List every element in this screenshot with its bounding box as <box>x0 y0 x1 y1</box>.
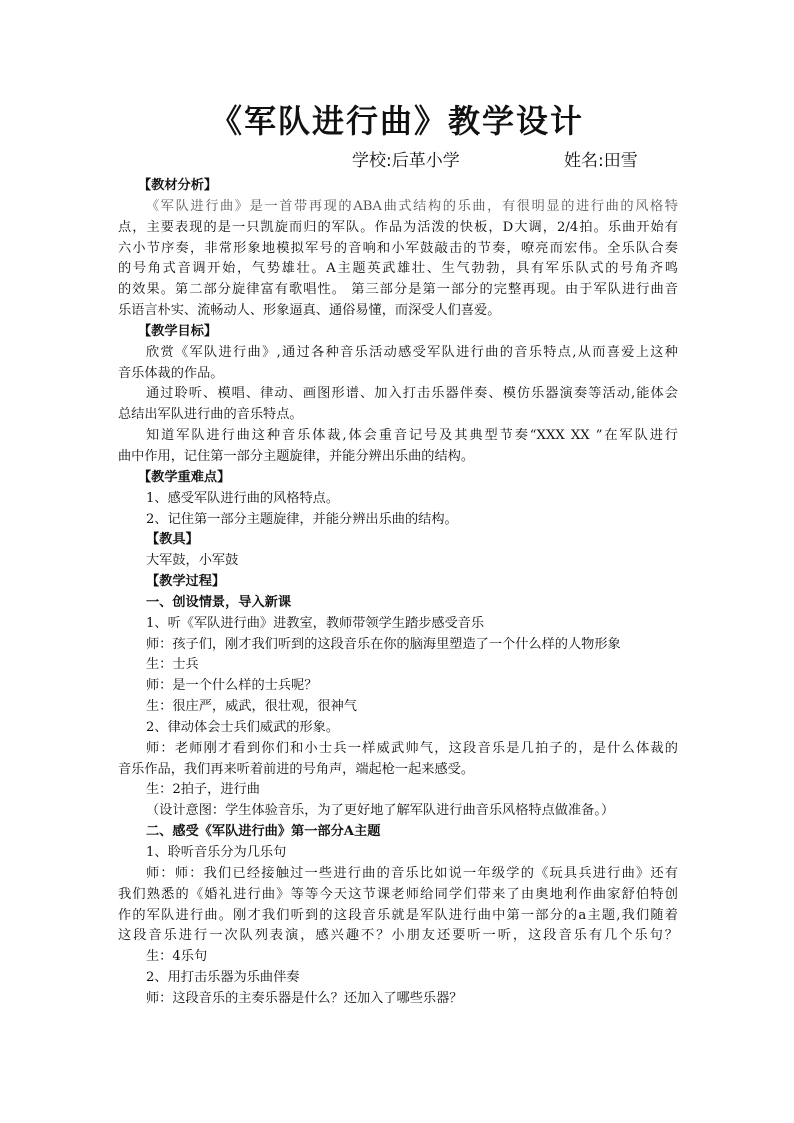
paragraph-line: 音乐体裁的作品。 <box>118 365 224 381</box>
paragraph-line: 1、听《军队进行曲》进教室，教师带领学生踏步感受音乐 <box>146 615 485 631</box>
dialogue-line: 我们熟悉的《婚礼进行曲》等等今天这节课老师给同学们带来了由奥地利作曲家舒伯特创 <box>118 886 678 902</box>
list-item: 2、记住第一部分主题旋律，并能分辨出乐曲的结构。 <box>146 511 458 527</box>
dialogue-line: 生：很庄严，威武，很壮观，很神气 <box>146 699 357 715</box>
paragraph-line: 2、律动体会士兵们威武的形象。 <box>146 719 340 735</box>
dialogue-line: 生：2拍子，进行曲 <box>146 782 260 798</box>
paragraph-line: 2、用打击乐器为乐曲伴奏 <box>146 970 300 986</box>
subsection-heading: 二、感受《军队进行曲》第一部分A主题 <box>146 824 381 840</box>
dialogue-line: 作的军队进行曲。刚才我们听到的这段音乐就是军队进行曲中第一部分的a主题,我们随着 <box>118 907 678 923</box>
list-item: 1、感受军队进行曲的风格特点。 <box>146 490 340 506</box>
document-body <box>118 176 678 1010</box>
paragraph-line: 大军鼓，小军鼓 <box>146 553 239 569</box>
section-heading: 【教具】 <box>146 532 199 548</box>
section-heading: 【教学目标】 <box>138 323 218 339</box>
subsection-heading: 一、创设情景，导入新课 <box>146 594 292 610</box>
design-note: （设计意图：学生体验音乐，为了更好地了解军队进行曲音乐风格特点做准备。） <box>146 803 615 819</box>
paragraph-line: 知道军队进行曲这种音乐体裁,体会重音记号及其典型节奏“XXX XX ”在军队进行 <box>146 428 678 444</box>
paragraph-line: 六小节序奏，非常形象地模拟军号的音响和小军鼓敲击的节奏，嘹亮而宏伟。全乐队合奏 <box>118 240 678 256</box>
paragraph-line: 总结出军队进行曲的音乐特点。 <box>118 407 303 423</box>
dialogue-line: 生：4乐句 <box>146 949 208 965</box>
dialogue-line: 师：是一个什么样的士兵呢？ <box>146 678 318 694</box>
paragraph-line: 的号角式音调开始，气势雄壮。A主题英武雄壮、生气勃勃，具有军乐队式的号角齐鸣 <box>118 261 678 277</box>
dialogue-line: 音乐作品，我们再来听着前进的号角声，端起枪一起来感受。 <box>118 761 475 777</box>
paragraph-line: 《军队进行曲》是一首带再现的ABA曲式结构的乐曲，有很明显的进行曲的风格特 <box>146 198 678 214</box>
teacher-name: 姓名:田雪 <box>564 151 638 171</box>
dialogue-line: 师：师：我们已经接触过一些进行曲的音乐比如说一年级学的《玩具兵进行曲》还有 <box>146 865 678 881</box>
section-heading: 【教材分析】 <box>138 178 218 193</box>
paragraph-line: 1、聆听音乐分为几乐句 <box>146 845 287 860</box>
dialogue-line: 生：士兵 <box>146 657 199 673</box>
section-heading: 【教学重难点】 <box>138 469 231 485</box>
paragraph-line: 乐语言朴实、流畅动人、形象逼真、通俗易懂，而深受人们喜爱。 <box>118 303 501 319</box>
dialogue-line: 这段音乐进行一次队列表演，感兴趣不？小朋友还要听一听，这段音乐有几个乐句？ <box>118 928 678 944</box>
paragraph-line: 的效果。第二部分旋律富有歌唱性。 第三部分是第一部分的完整再现。由于军队进行曲音 <box>118 282 678 298</box>
paragraph-line: 曲中作用，记住第一部分主题旋律，并能分辨出乐曲的结构。 <box>118 448 475 464</box>
paragraph-line: 欣赏《军队进行曲》,通过各种音乐活动感受军队进行曲的音乐特点,从而喜爱上这种 <box>146 344 678 360</box>
section-heading: 【教学过程】 <box>146 574 226 590</box>
page-title: 《军队进行曲》教学设计 <box>209 102 584 140</box>
paragraph-line: 点，主要表现的是一只凯旋而归的军队。作品为活泼的快板，D大调，2/4拍。乐曲开始有 <box>118 219 678 235</box>
dialogue-line: 师：孩子们，刚才我们听到的这段音乐在你的脑海里塑造了一个什么样的人物形象 <box>146 636 621 652</box>
dialogue-line: 师：这段音乐的主奏乐器是什么？还加入了哪些乐器？ <box>146 990 463 1006</box>
paragraph-line: 通过聆听、模唱、律动、画图形谱、加入打击乐器伴奏、模仿乐器演奏等活动,能体会 <box>146 386 678 402</box>
school-label: 学校:后革小学 <box>352 151 460 171</box>
dialogue-line: 师：老师刚才看到你们和小士兵一样威武帅气，这段音乐是几拍子的，是什么体裁的 <box>146 740 678 756</box>
